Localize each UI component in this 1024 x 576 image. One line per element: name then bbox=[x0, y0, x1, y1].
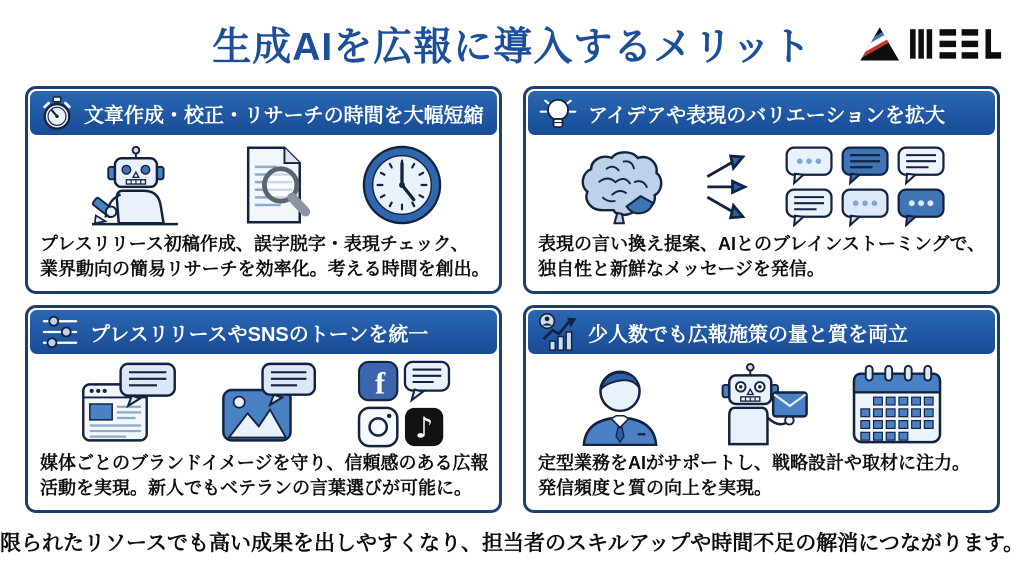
image-bubble-icon bbox=[216, 362, 324, 446]
instagram-icon bbox=[359, 408, 397, 446]
benefit-cards-grid bbox=[25, 86, 1000, 513]
chat-bubble-icon bbox=[405, 362, 449, 400]
card-time-saving-header bbox=[30, 91, 497, 135]
card-tone-unify bbox=[25, 305, 502, 513]
tiktok-icon bbox=[405, 408, 443, 446]
pr-person-icon bbox=[574, 362, 666, 446]
card-tone-unify-text: 媒体ごとのブランドイメージを守り、信頼感のある広報 活動を実現。新人でもベテランの言葉選びが可能に。 bbox=[40, 453, 489, 498]
facebook-icon bbox=[359, 362, 397, 401]
card-quality-quantity-header bbox=[528, 310, 995, 354]
meel-logo bbox=[860, 20, 1008, 66]
card-idea-variation-icons bbox=[526, 137, 997, 230]
card-tone-unify-header bbox=[30, 310, 497, 354]
card-tone-unify-icons bbox=[28, 356, 499, 449]
page-title: 生成AIを広報に導入するメリット bbox=[212, 26, 812, 69]
chat-bubble-grid-icon bbox=[778, 143, 954, 227]
card-idea-variation bbox=[523, 86, 1000, 294]
sns-icon-grid bbox=[355, 360, 453, 448]
svg-text:f: f bbox=[375, 366, 386, 401]
calendar-icon bbox=[845, 362, 949, 446]
card-quality-quantity-icons bbox=[526, 356, 997, 449]
card-idea-variation-title: アイデアや表現のバリエーションを拡大 bbox=[588, 104, 945, 127]
logo-wordmark bbox=[910, 29, 1001, 58]
card-quality-quantity-text: 定型業務をAIがサポートし、戦略設計や取材に注力。 発信頻度と質の向上を実現。 bbox=[538, 453, 970, 498]
clock-icon bbox=[361, 144, 443, 226]
card-time-saving bbox=[25, 86, 502, 294]
document-search-icon bbox=[227, 143, 319, 227]
brain-icon bbox=[569, 143, 673, 227]
card-time-saving-text: プレスリリース初稿作成、誤字脱字・表現チェック、 業界動向の簡易リサーチを効率化。考える時間を創出。 bbox=[40, 234, 490, 279]
card-quality-quantity bbox=[523, 305, 1000, 513]
lightbulb-icon bbox=[538, 95, 578, 132]
robot-writing-icon bbox=[84, 143, 184, 227]
sliders-icon bbox=[40, 315, 80, 349]
robot-envelope-icon bbox=[700, 362, 812, 446]
person-growth-chart-icon bbox=[538, 312, 578, 352]
card-idea-variation-text: 表現の言い換え提案、AIとのブレインストーミングで、 独自性と新鮮なメッセージを発信。 bbox=[538, 234, 986, 279]
svg-text:♪: ♪ bbox=[415, 410, 434, 445]
stopwatch-icon bbox=[40, 95, 74, 132]
card-quality-quantity-title: 少人数でも広報施策の量と質を両立 bbox=[588, 323, 908, 346]
card-time-saving-icons bbox=[28, 137, 499, 230]
card-tone-unify-title: プレスリリースやSNSのトーンを統一 bbox=[90, 323, 429, 346]
card-time-saving-title: 文章作成・校正・リサーチの時間を大幅短縮 bbox=[84, 104, 484, 127]
card-idea-variation-header bbox=[528, 91, 995, 135]
web-article-bubble-icon bbox=[74, 362, 184, 446]
fan-arrows-icon bbox=[702, 143, 750, 227]
summary-note: 限られたリソースでも高い成果を出しやすくなり、担当者のスキルアップや時間不足の解消につながります。 bbox=[0, 532, 1024, 555]
